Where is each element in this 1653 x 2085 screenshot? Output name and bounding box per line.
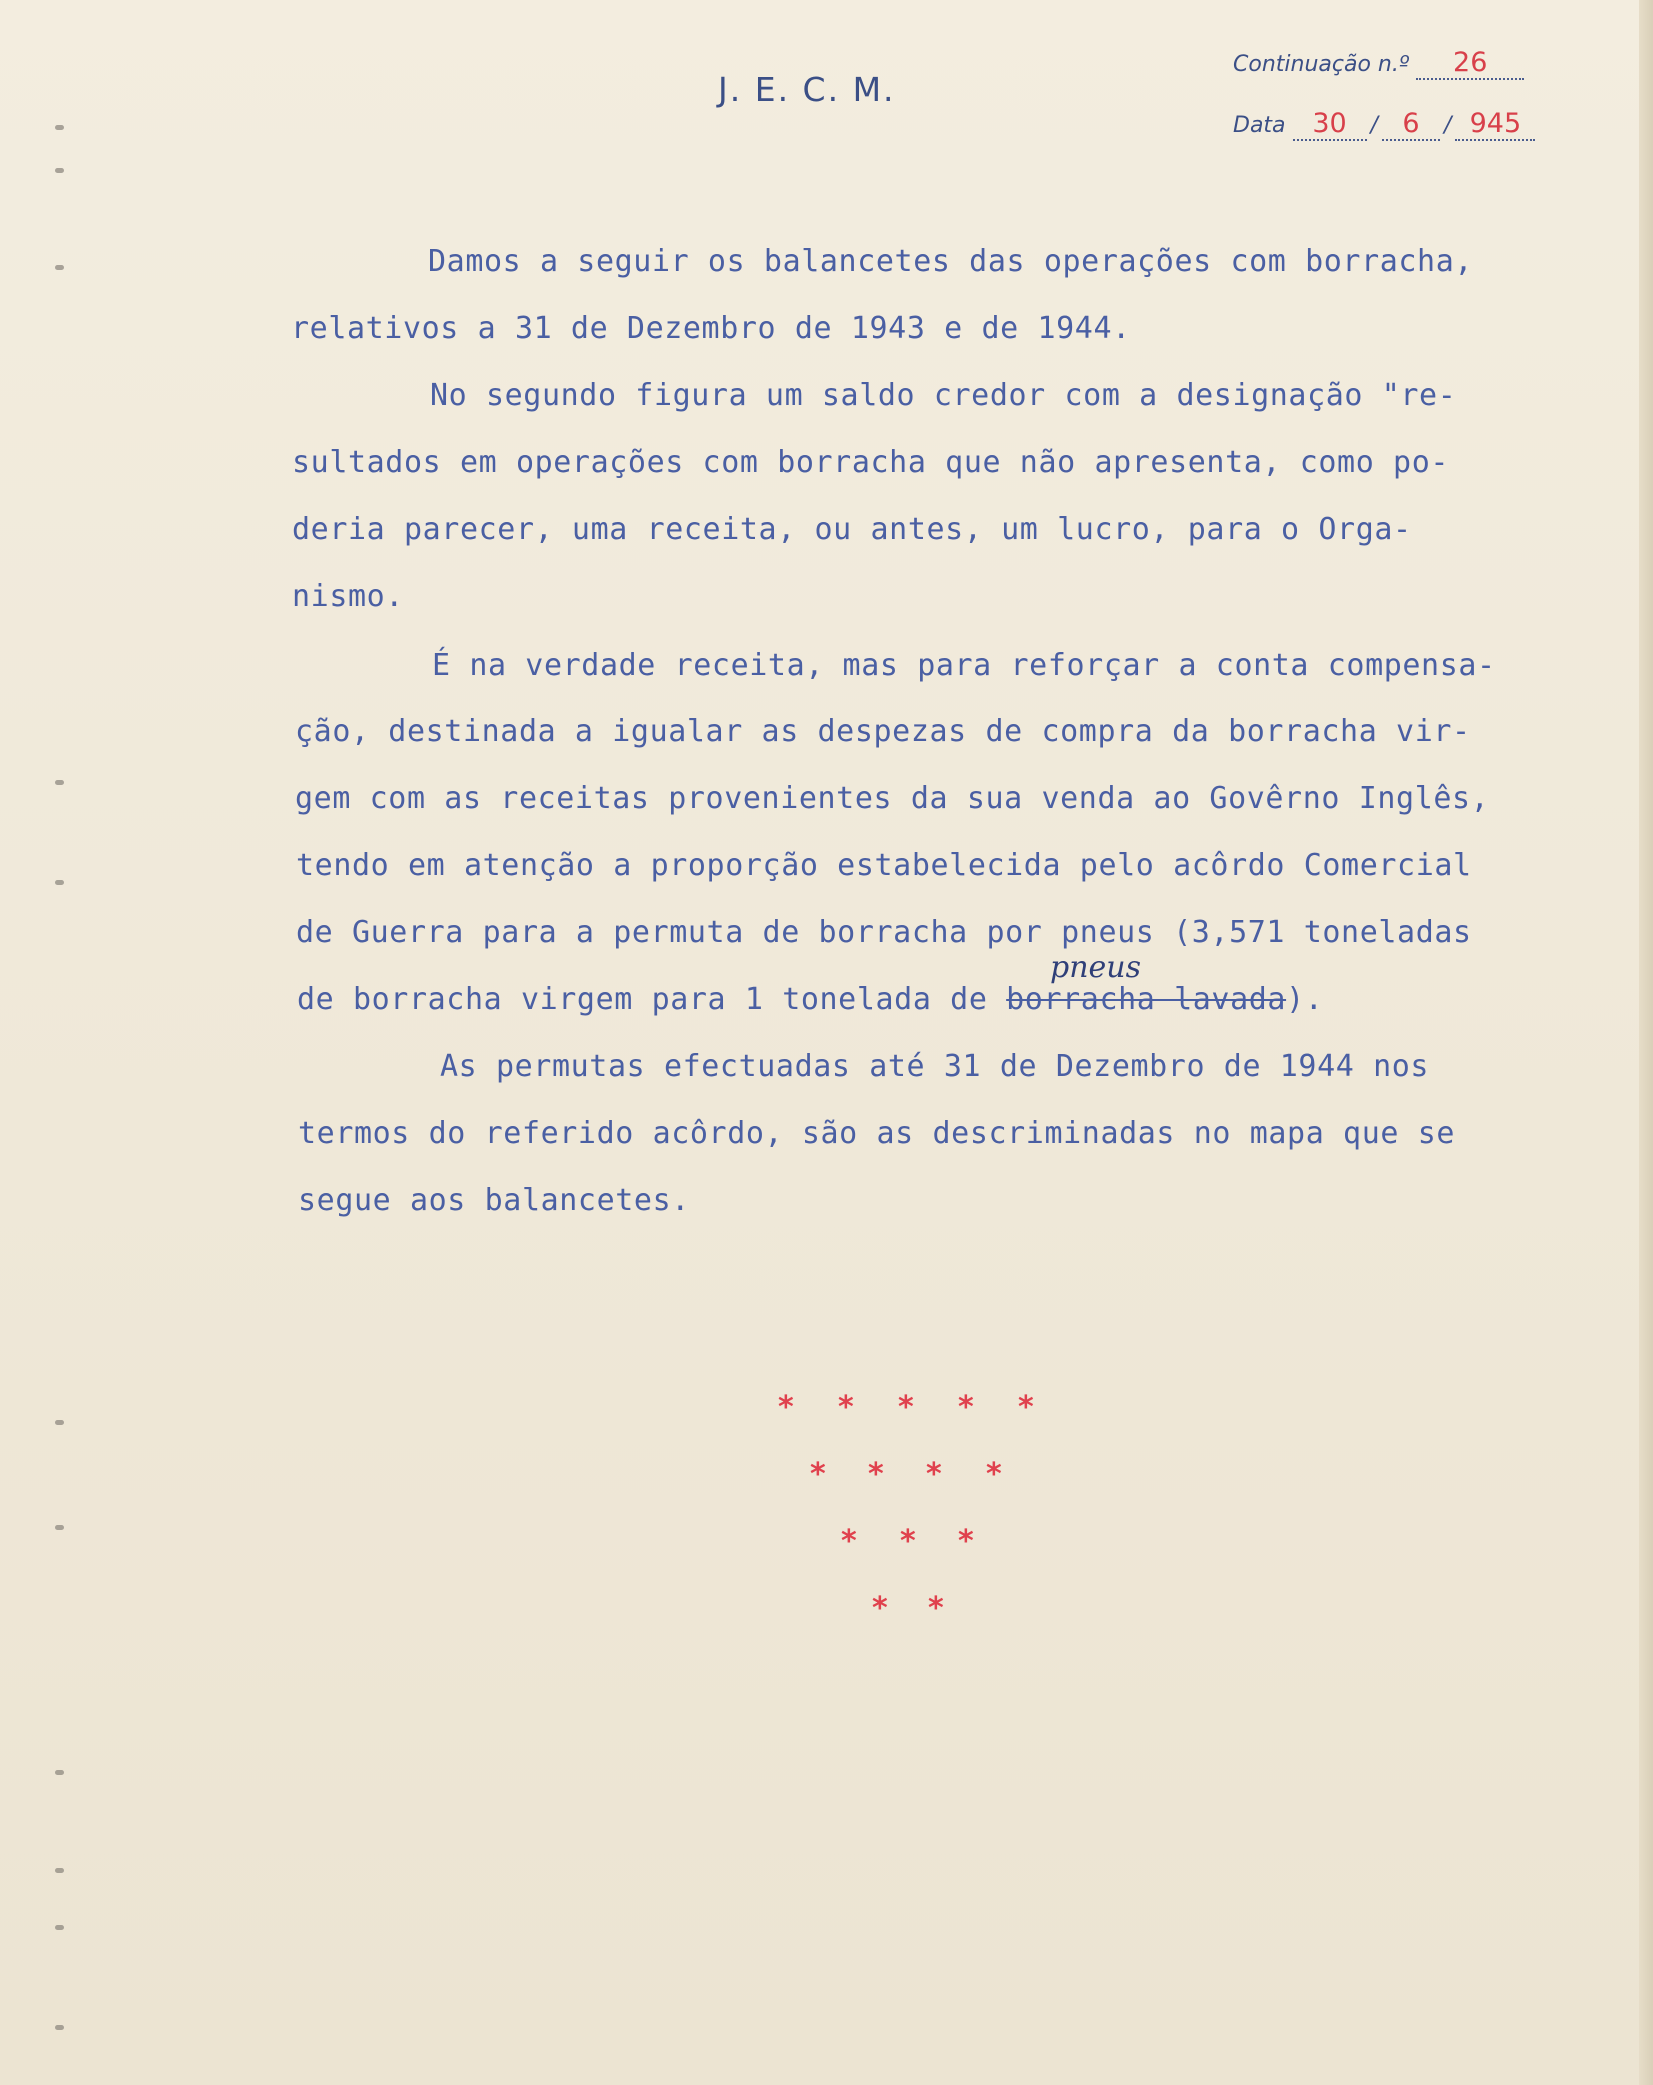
body-line-with-correction: [297, 982, 1323, 1017]
continuation-label: Continuação n.º: [1233, 52, 1410, 77]
ornament-star: *: [868, 1457, 884, 1492]
handwritten-correction: pneus: [1050, 950, 1141, 985]
body-line: de Guerra para a permuta de borracha por pneus (3,571 toneladas: [296, 915, 1472, 950]
binding-hole-mark: [55, 1420, 64, 1425]
ornament-star: *: [778, 1390, 794, 1425]
page-edge-shadow: [1639, 0, 1653, 2085]
date-day: 30: [1312, 108, 1347, 139]
ornament-star: *: [872, 1591, 888, 1626]
binding-hole-mark: [55, 265, 64, 270]
date-year-line: [1455, 108, 1535, 141]
body-line-end: ).: [1286, 982, 1324, 1017]
body-line: sultados em operações com borracha que não apresenta, como po-: [292, 445, 1450, 480]
ornament-star: *: [810, 1457, 826, 1492]
continuation-number: 26: [1453, 47, 1488, 78]
binding-hole-mark: [55, 1525, 64, 1530]
binding-hole-mark: [55, 780, 64, 785]
body-line: nismo.: [292, 579, 404, 614]
binding-hole-mark: [55, 168, 64, 173]
ornament-star: *: [841, 1524, 857, 1559]
body-line: tendo em atenção a proporção estabelecida pelo acôrdo Comercial: [296, 848, 1472, 883]
binding-hole-mark: [55, 1770, 64, 1775]
body-line: deria parecer, uma receita, ou antes, um lucro, para o Orga-: [292, 512, 1412, 547]
continuation-number-field: [1233, 47, 1524, 80]
ornament-star: *: [928, 1591, 944, 1626]
binding-hole-mark: [55, 880, 64, 885]
date-field: [1233, 108, 1535, 141]
struck-out-text: borracha lavada: [1006, 982, 1287, 1017]
letterhead-title: J. E. C. M.: [718, 70, 896, 109]
ornament-star: *: [926, 1457, 942, 1492]
body-line: É na verdade receita, mas para reforçar a conta compensa-: [432, 648, 1496, 683]
binding-hole-mark: [55, 125, 64, 130]
body-line: gem com as receitas provenientes da sua venda ao Govêrno Inglês,: [295, 781, 1490, 816]
body-line-start: de borracha virgem para 1 tonelada de: [297, 982, 1007, 1017]
body-line: As permutas efectuadas até 31 de Dezembro de 1944 nos: [440, 1049, 1430, 1084]
date-separator: /: [1443, 113, 1452, 138]
continuation-value-line: [1416, 47, 1524, 80]
body-line: ção, destinada a igualar as despezas de compra da borracha vir-: [295, 714, 1471, 749]
ornament-star: *: [986, 1457, 1002, 1492]
body-line: No segundo figura um saldo credor com a designação "re-: [430, 378, 1457, 413]
binding-hole-mark: [55, 2025, 64, 2030]
ornament-star: *: [958, 1390, 974, 1425]
date-separator: /: [1370, 113, 1378, 138]
ornament-star: *: [898, 1390, 914, 1425]
binding-hole-mark: [55, 1925, 64, 1930]
date-month: 6: [1402, 108, 1420, 139]
ornament-star: *: [958, 1524, 974, 1559]
body-line: Damos a seguir os balancetes das operações com borracha,: [428, 244, 1474, 279]
body-line: relativos a 31 de Dezembro de 1943 e de 1944.: [291, 311, 1131, 346]
ornament-star: *: [838, 1390, 854, 1425]
body-line: termos do referido acôrdo, são as descriminadas no mapa que se: [298, 1116, 1456, 1151]
date-day-line: [1293, 108, 1367, 141]
date-year: 945: [1469, 108, 1522, 139]
ornament-star: *: [1018, 1390, 1034, 1425]
body-line: segue aos balancetes.: [298, 1183, 690, 1218]
ornament-star: *: [900, 1524, 916, 1559]
date-month-line: [1382, 108, 1440, 141]
date-label: Data: [1233, 113, 1286, 138]
binding-hole-mark: [55, 1868, 64, 1873]
